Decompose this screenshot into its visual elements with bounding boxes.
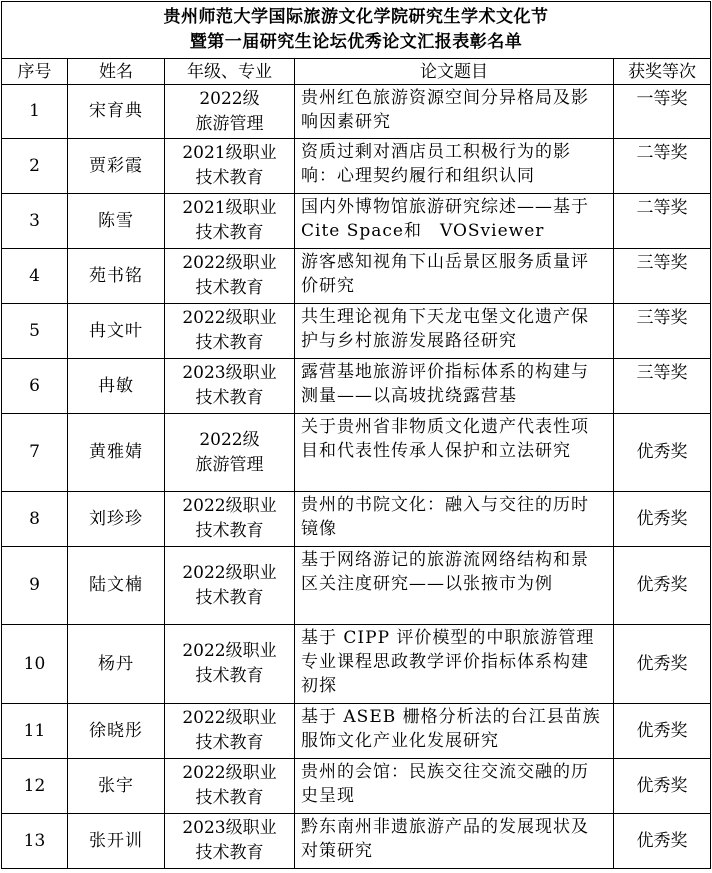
grade-major-line-2: 技术教育 (195, 521, 264, 541)
student-name: 刘珍珍 (68, 492, 165, 547)
grade-major-line-2: 技术教育 (195, 278, 264, 298)
grade-major (165, 547, 295, 625)
student-name: 黄雅婧 (68, 414, 165, 492)
paper-title: 基于 ASEB 栅格分析法的台江县苗族服饰文化产业化发展研究 (295, 704, 614, 759)
title-line-2: 暨第一届研究生论坛优秀论文汇报表彰名单 (189, 32, 523, 52)
paper-title: 贵州的会馆：民族交往交流交融的历史呈现 (295, 759, 614, 814)
table-row (2, 194, 711, 249)
grade-major-line-1: 2022级职业 (182, 308, 277, 328)
grade-major (165, 194, 295, 249)
grade-major-line-1: 2022级职业 (182, 708, 277, 728)
row-number: 13 (2, 814, 68, 869)
student-name: 贾彩霞 (68, 139, 165, 194)
student-name: 张宇 (68, 759, 165, 814)
document-title (2, 2, 711, 59)
grade-major (165, 139, 295, 194)
table-row (2, 704, 711, 759)
award-level: 三等奖 (614, 304, 711, 359)
grade-major-line-2: 技术教育 (195, 843, 264, 863)
grade-major (165, 814, 295, 869)
grade-major-line-1: 2022级 (199, 429, 260, 450)
row-number: 1 (2, 85, 68, 139)
table-row (2, 85, 711, 139)
table-row (2, 359, 711, 414)
grade-major-line-1: 2022级职业 (182, 562, 277, 583)
grade-major (165, 249, 295, 304)
grade-major-line-2: 技术教育 (195, 587, 264, 608)
row-number: 7 (2, 414, 68, 492)
grade-major-line-1: 2023级职业 (182, 818, 277, 838)
table-row (2, 492, 711, 547)
header-row (2, 59, 711, 85)
table-row (2, 249, 711, 304)
award-level: 优秀奖 (614, 492, 711, 547)
grade-major-line-2: 技术教育 (195, 666, 264, 686)
award-level: 优秀奖 (614, 547, 711, 625)
table-row (2, 547, 711, 625)
grade-major-line-2: 旅游管理 (195, 454, 264, 475)
grade-major (165, 492, 295, 547)
student-name: 徐晓彤 (68, 704, 165, 759)
table-row (2, 759, 711, 814)
table-row (2, 625, 711, 704)
student-name: 杨丹 (68, 625, 165, 704)
grade-major (165, 359, 295, 414)
award-level: 二等奖 (614, 139, 711, 194)
grade-major-line-2: 旅游管理 (195, 113, 264, 134)
paper-title: 关于贵州省非物质文化遗产代表性项目和代表性传承人保护和立法研究 (295, 414, 614, 492)
grade-major (165, 759, 295, 814)
header-name: 姓名 (68, 59, 165, 85)
row-number: 5 (2, 304, 68, 359)
table-row (2, 139, 711, 194)
row-number: 10 (2, 625, 68, 704)
grade-major-line-1: 2022级职业 (182, 763, 277, 783)
grade-major-line-2: 技术教育 (195, 333, 264, 353)
grade-major (165, 85, 295, 139)
row-number: 9 (2, 547, 68, 625)
grade-major-line-1: 2021级职业 (182, 198, 277, 218)
grade-major-line-1: 2022级 (199, 88, 260, 109)
paper-title: 露营基地旅游评价指标体系的构建与测量——以高坡扰绕露营基 (295, 359, 614, 414)
row-number: 8 (2, 492, 68, 547)
award-level: 优秀奖 (614, 414, 711, 492)
row-number: 2 (2, 139, 68, 194)
student-name: 陈雪 (68, 194, 165, 249)
grade-major (165, 625, 295, 704)
student-name: 陆文楠 (68, 547, 165, 625)
paper-title: 基于 CIPP 评价模型的中职旅游管理专业课程思政教学评价指标体系构建初探 (295, 625, 614, 704)
paper-title: 基于网络游记的旅游流网络结构和景区关注度研究——以张掖市为例 (295, 547, 614, 625)
student-name: 苑书铭 (68, 249, 165, 304)
paper-title: 贵州红色旅游资源空间分异格局及影响因素研究 (295, 85, 614, 139)
award-level: 优秀奖 (614, 759, 711, 814)
grade-major-line-2: 技术教育 (195, 788, 264, 808)
header-award: 获奖等次 (614, 59, 711, 85)
grade-major-line-2: 技术教育 (195, 388, 264, 408)
student-name: 冉文叶 (68, 304, 165, 359)
paper-title: 游客感知视角下山岳景区服务质量评价研究 (295, 249, 614, 304)
grade-major (165, 704, 295, 759)
grade-major-line-2: 技术教育 (195, 733, 264, 753)
title-row (2, 2, 711, 59)
title-line-1: 贵州师范大学国际旅游文化学院研究生学术文化节 (163, 7, 549, 27)
paper-title: 黔东南州非遗旅游产品的发展现状及对策研究 (295, 814, 614, 869)
award-level: 优秀奖 (614, 704, 711, 759)
header-no: 序号 (2, 59, 68, 85)
grade-major-line-2: 技术教育 (195, 223, 264, 243)
grade-major (165, 304, 295, 359)
grade-major-line-1: 2022级职业 (182, 253, 277, 273)
grade-major-line-1: 2023级职业 (182, 363, 277, 383)
award-list-table (1, 1, 711, 869)
paper-title: 国内外博物馆旅游研究综述——基于Cite Space和 VOSviewer (295, 194, 614, 249)
grade-major (165, 414, 295, 492)
award-level: 三等奖 (614, 359, 711, 414)
paper-title: 资质过剩对酒店员工积极行为的影响：心理契约履行和组织认同 (295, 139, 614, 194)
student-name: 宋育典 (68, 85, 165, 139)
student-name: 冉敏 (68, 359, 165, 414)
grade-major-line-1: 2022级职业 (182, 641, 277, 661)
header-paper: 论文题目 (295, 59, 614, 85)
paper-title: 共生理论视角下天龙屯堡文化遗产保护与乡村旅游发展路径研究 (295, 304, 614, 359)
award-level: 优秀奖 (614, 625, 711, 704)
row-number: 12 (2, 759, 68, 814)
row-number: 6 (2, 359, 68, 414)
table-row (2, 414, 711, 492)
row-number: 11 (2, 704, 68, 759)
row-number: 3 (2, 194, 68, 249)
award-level: 三等奖 (614, 249, 711, 304)
table-row (2, 304, 711, 359)
paper-title: 贵州的书院文化：融入与交往的历时镜像 (295, 492, 614, 547)
grade-major-line-2: 技术教育 (195, 168, 264, 188)
student-name: 张开训 (68, 814, 165, 869)
award-level: 一等奖 (614, 85, 711, 139)
award-level: 优秀奖 (614, 814, 711, 869)
grade-major-line-1: 2022级职业 (182, 496, 277, 516)
table-row (2, 814, 711, 869)
award-level: 二等奖 (614, 194, 711, 249)
row-number: 4 (2, 249, 68, 304)
grade-major-line-1: 2021级职业 (182, 143, 277, 163)
header-major: 年级、专业 (165, 59, 295, 85)
